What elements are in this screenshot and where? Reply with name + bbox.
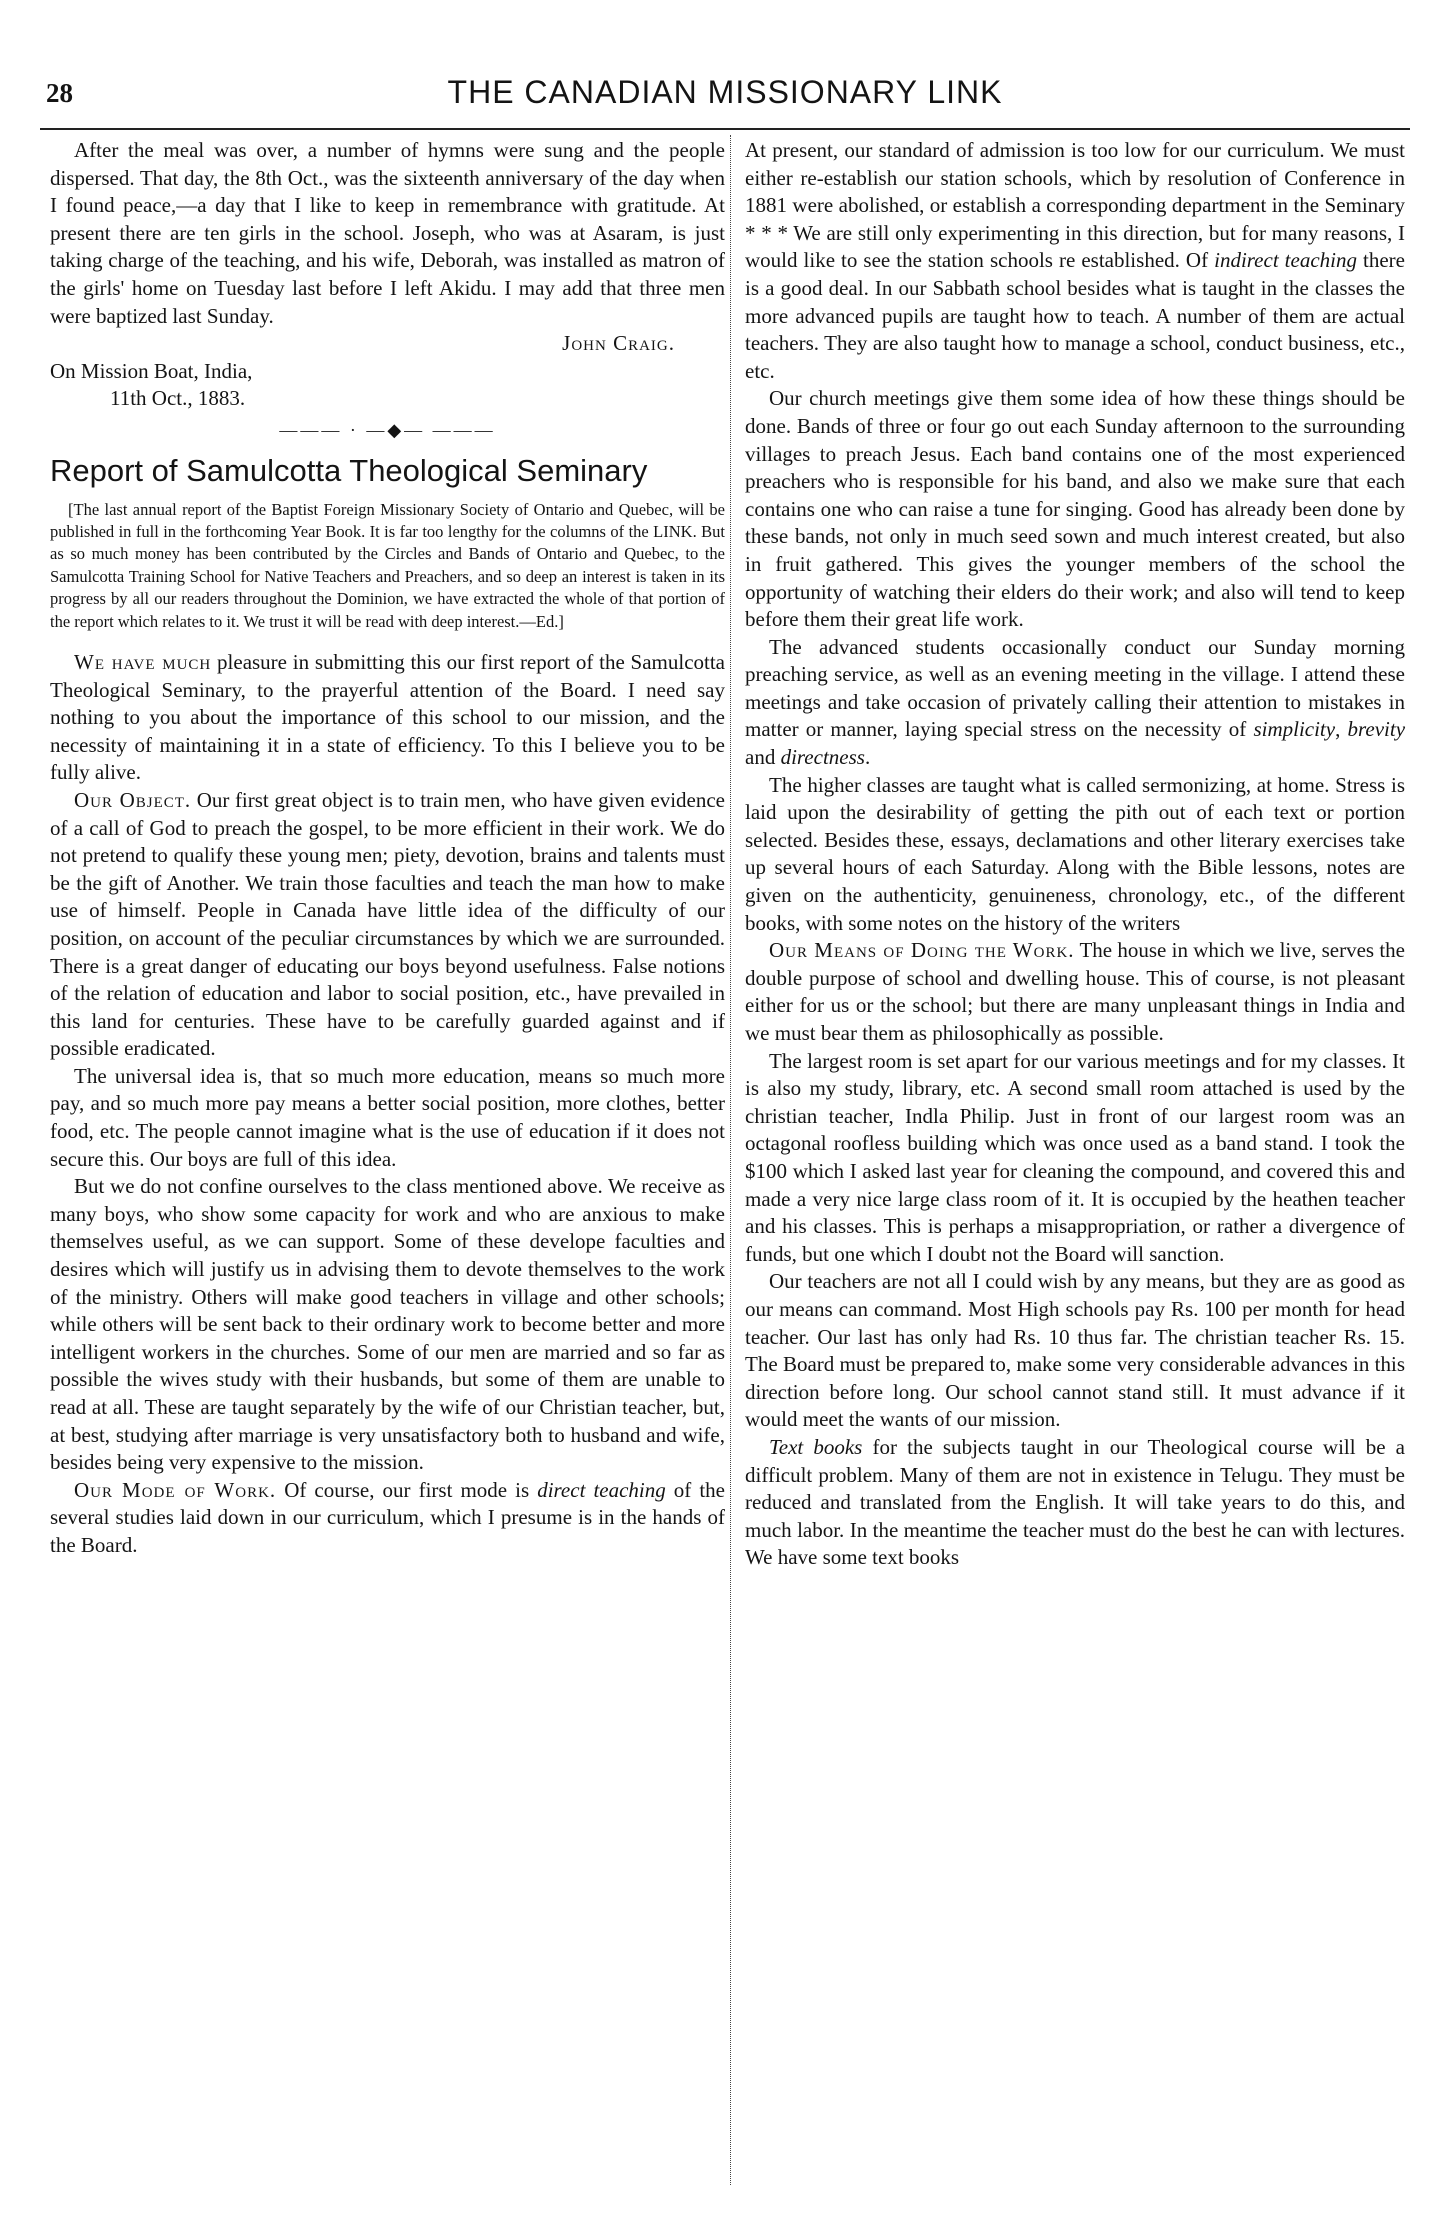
dateline-place: On Mission Boat, India, (50, 358, 253, 383)
report-paragraph: The universal idea is, that so much more education, means so much more pay, and so much more pay means a better social position, more clothes, better food, etc. The people cannot imagine what is the use of education if it does not secure this. Our boys are full of this idea. (50, 1063, 725, 1171)
report-paragraph: But we do not confine ourselves to the class mentioned above. We receive as many boys, who show some capacity for work and who are anxious to make themselves useful, as we can support. Some of these develope faculties and desires which will justify us in advising them to devote themselves to the work of the ministry. Others will make good teachers in village and other schools; while others will be sent back to their ordinary work to become better and more intelligent workers in the churches. Some of our men are married and so far as possible the wives study with their husbands, but some of them are unable to read at all. These are taught separately by the wife of our Christian teacher, but, at best, studying after marriage is very unsatisfactory both to husband and wife, besides being very expensive to the mission. (50, 1174, 725, 1475)
report-paragraph (745, 937, 1405, 1047)
section-ornament: ——— · —◆— ——— (279, 419, 496, 440)
editor-note-text: [The last annual report of the Baptist Foreign Missionary Society of Ontario and Quebec, will be published in full in the forthcoming Year Book. It is far too lengthy for the columns of the LINK. But as so much money has been contributed by the Circles and Bands of Ontario and Quebec, to the Samulcotta Training School for Native Teachers and Preachers, and so deep an interest is taken in its progress by all our readers throughout the Dominion, we have extracted the whole of that portion of the report which relates to it. We trust it will be read with deep interest.—Ed.] (50, 499, 725, 631)
paragraph-text: Of course, our first mode is (276, 1477, 538, 1502)
paragraph-text: pleasure in submitting this our first report of the Samulcotta Theological Seminary, to the prayerful attention of the Board. I need say nothing to you about the importance of this school to our mission, and the necessity of maintaining it in a state of efficiency. To this I believe you to be fully alive. (50, 649, 726, 785)
article-title: Report of Samulcotta Theological Seminary (50, 452, 648, 488)
paragraph-text: for the subjects taught in our Theological course will be a difficult problem. Many of them are not in existence in Telugu. They must be reduced and translated from the English. It will take years to do this, and much labor. In the meantime the teacher must do the best he can with lectures. We have some text books (745, 1434, 1405, 1570)
report-paragraph: The largest room is set apart for our various meetings and for my classes. It is also my study, library, etc. A second small room attached is used by the christian teacher, Indla Philip. Just in front of our largest room was an octagonal roofless building which was once used as a band stand. I took the $100 which I asked last year for cleaning the compound, and covered this and made a very nice large class room of it. It is occupied by the heathen teacher and his classes. This is perhaps a misappropriation, or rather a divergence of funds, but one which I doubt not the Board will sanction. (745, 1048, 1405, 1266)
paragraph-text: , (1335, 717, 1348, 742)
page-header (40, 72, 1410, 130)
editor-note (50, 499, 725, 633)
report-paragraph (745, 1434, 1405, 1572)
report-paragraph: The higher classes are taught what is called sermonizing, at home. Stress is laid upon the desirability of getting the pith out of each text or portion selected. Besides these, essays, declamations and other literary exercises take up several hours of each Saturday. Along with the Bible lessons, notes are given on the authenticity, genuineness, chronology, etc., of the different books, with some notes on the history of the writers (745, 772, 1405, 935)
page-number: 28 (46, 78, 73, 108)
paragraph-text: The advanced students occasionally conduct our Sunday morning preaching service, as well as an evening meeting in the village. I attend these meetings and take occasion of privately calling their attention to mistakes in matter or manner, laying special stress on the necessity of (745, 634, 1405, 742)
letter-closing-paragraph: After the meal was over, a number of hymns were sung and the people dispersed. That day, the 8th Oct., was the sixteenth anniversary of the day when I found peace,—a day that I like to keep in remembrance with gratitude. At present there are ten girls in the school. Joseph, who was at Asaram, is just taking charge of the teaching, and his wife, Deborah, was installed as matron of the girls' home on Tuesday last before I left Akidu. I may add that three men were baptized last Sunday. (50, 138, 725, 328)
report-paragraph (745, 137, 1405, 385)
emphasis-text: directness (780, 745, 865, 770)
right-column (745, 137, 1405, 1572)
section-lead-mode-of-work: Our Mode of Work. (74, 1477, 277, 1502)
letter-signature: John Craig. (562, 331, 675, 356)
report-paragraph (50, 649, 725, 787)
emphasis-text: simplicity (1253, 717, 1336, 742)
column-divider (730, 135, 731, 2185)
report-paragraph (50, 1477, 725, 1560)
paragraph-text: there is a good deal. In our Sabbath school besides what is taught in the classes the more advanced pupils are taught how to teach. A number of them are actual teachers. They are also taught how to manage a school, conduct business, etc., etc. (745, 248, 1405, 383)
emphasis-text: Text books (769, 1434, 863, 1459)
running-title: THE CANADIAN MISSIONARY LINK (447, 74, 1003, 110)
left-column (50, 137, 725, 1560)
report-paragraph (50, 787, 725, 1063)
paragraph-text: Our first great object is to train men, who have given evidence of a call of God to preach the gospel, to be more efficient in their work. We do not pretend to qualify these young men; piety, devotion, brains and talents must be the gift of Another. We train those faculties and teach the man how to make use of himself. People in Canada have little idea of the difficulty of our position, on account of the peculiar circumstances by which we are surrounded. There is a great danger of educating our boys beyond usefulness. False notions of the relation of education and labor to social position, etc., have prevailed in this land for centuries. These have to be carefully guarded against and if possible eradicated. (50, 787, 725, 1061)
paragraph-text: of the several studies laid down in our curriculum, which I presume is in the hands of the Board. (50, 1477, 726, 1557)
section-lead-our-object: Our Object. (74, 787, 192, 812)
paragraph-text: and (745, 745, 781, 770)
paragraph-lead-in: We have much (74, 649, 212, 674)
section-lead-means-of-work: Our Means of Doing the Work. (769, 938, 1075, 963)
report-paragraph: Our church meetings give them some idea of how these things should be done. Bands of three or four go out each Sunday afternoon to the surrounding villages to preach Jesus. Each band contains one of the most experienced preachers who is responsible for his band, and also we make sure that each contains one who can raise a tune for singing. Good has already been done by these bands, not only in much seed sown and much interest created, but also in fruit gathered. This gives the younger members of the school the opportunity of watching their elders do their work; and also will tend to keep before them their great life work. (745, 386, 1405, 632)
emphasis-text: brevity (1347, 717, 1406, 742)
paragraph-text: . (864, 745, 871, 770)
emphasis-text: indirect teaching (1214, 248, 1357, 273)
paragraph-text: The house in which we live, serves the double purpose of school and dwelling house. This of course, is not pleasant either for us or the school; but there are many unpleasant things in India and we must bear them as philosophically as possible. (745, 938, 1406, 1045)
report-paragraph: Our teachers are not all I could wish by any means, but they are as good as our means can command. Most High schools pay Rs. 100 per month for head teacher. Our last has only had Rs. 10 thus far. The christian teacher Rs. 15. The Board must be prepared to, make some very considerable advances in this direction before long. Our school cannot stand still. It must advance if it would meet the wants of our mission. (745, 1269, 1405, 1432)
emphasis-text: direct teaching (537, 1477, 666, 1502)
dateline-date: 11th Oct., 1883. (110, 386, 246, 411)
report-paragraph (745, 634, 1405, 772)
paragraph-text: At present, our standard of admission is too low for our curriculum. We must either re-establish our station schools, which by resolution of Conference in 1881 were abolished, or establish a corresponding department in the Seminary * * * We are still only experimenting in this direction, but for many reasons, I would like to see the station schools re established. Of (745, 138, 1405, 273)
